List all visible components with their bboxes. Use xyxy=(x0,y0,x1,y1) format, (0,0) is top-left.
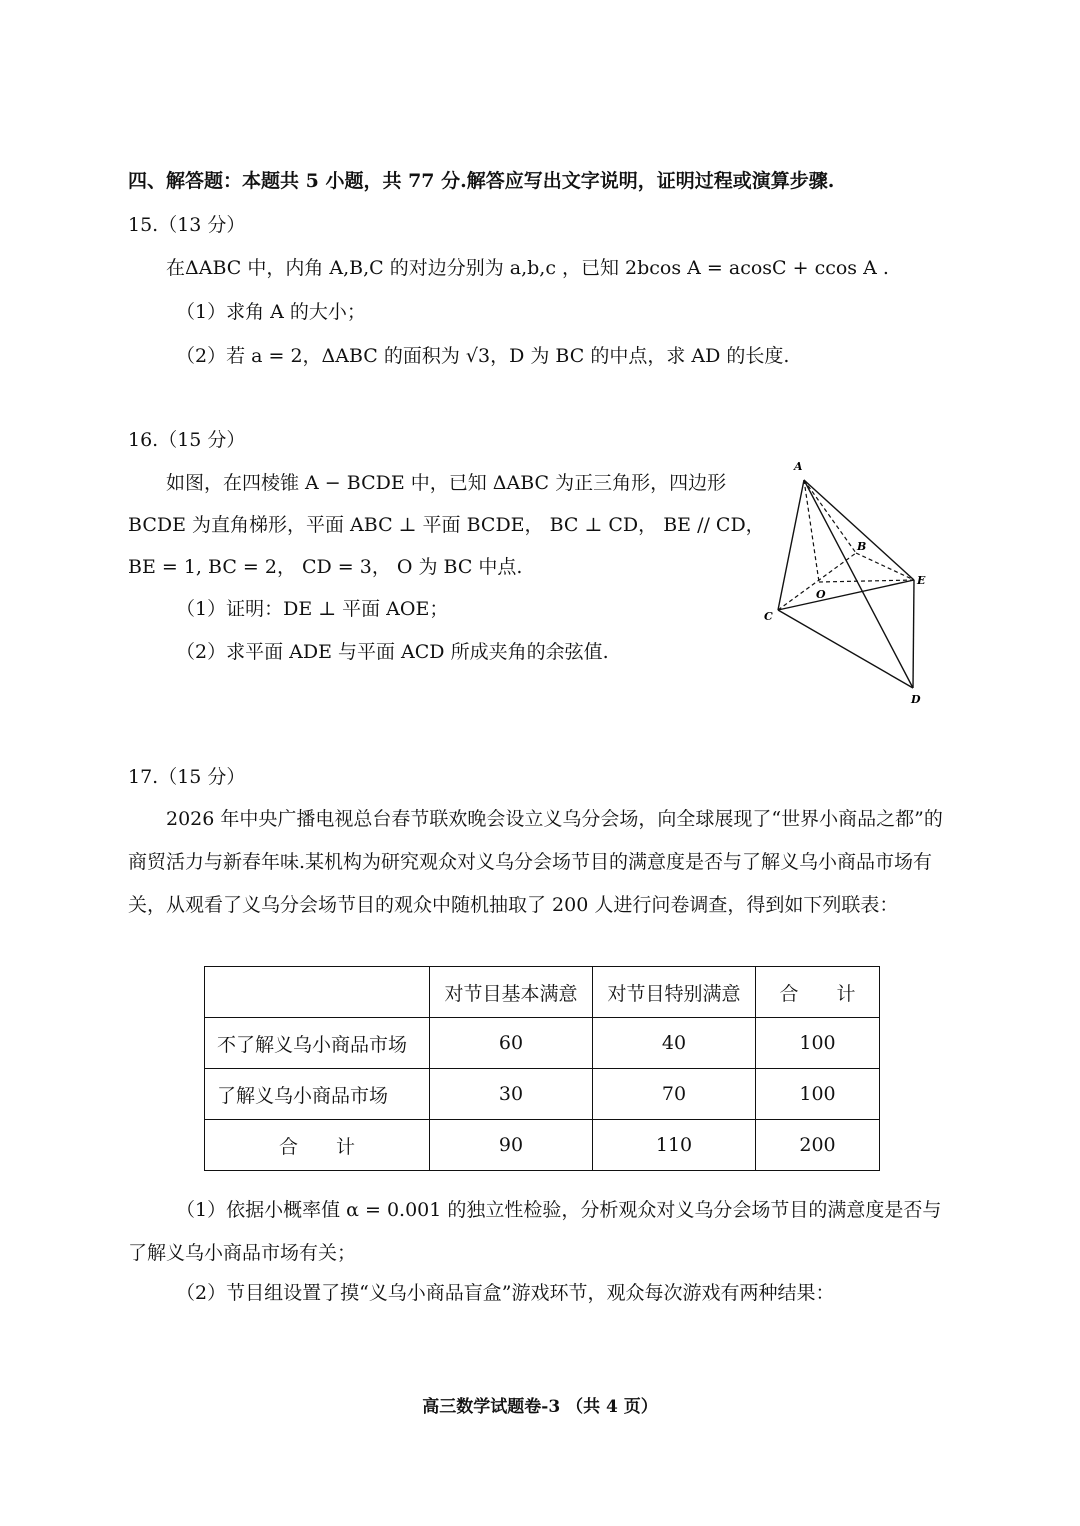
q15-part1: （1）求角 A 的大小； xyxy=(176,301,366,323)
table-cell: 70 xyxy=(593,1069,756,1120)
q17-paragraph: 2026 年中央广播电视总台春节联欢晚会设立义乌分会场，向全球展现了“世界小商品之都”的商贸活力与新春年味.某机构为研究观众对义乌分会场节目的满意度是否与了解义乌小商品市场有关，从观看了义乌分会场节目的观众中随机抽取了 200 人进行问卷调查，得到如下列联表： xyxy=(128,808,943,916)
table-cell: 40 xyxy=(593,1018,756,1069)
table-cell: 60 xyxy=(430,1018,593,1069)
edge-ED xyxy=(913,580,914,688)
contingency-table xyxy=(204,966,880,1171)
pyramid-figure xyxy=(752,452,942,718)
table-cell: 200 xyxy=(756,1120,880,1171)
q16-heading: 16.（15 分） xyxy=(128,429,246,451)
table-row xyxy=(205,1069,880,1120)
edge-AC xyxy=(778,480,804,610)
table-header-row xyxy=(205,967,880,1018)
edge-OE xyxy=(819,580,914,582)
table-cell: 30 xyxy=(430,1069,593,1120)
q16-stem-line1: 如图，在四棱锥 A − BCDE 中，已知 ΔABC 为正三角形，四边形 xyxy=(166,472,727,494)
table-row xyxy=(205,1120,880,1171)
q17-part2: （2）节目组设置了摸“义乌小商品盲盒”游戏环节，观众每次游戏有两种结果： xyxy=(176,1282,835,1304)
q17-part1-line1: （1）依据小概率值 α = 0.001 的独立性检验，分析观众对义乌分会场节目的满意度是否与 xyxy=(176,1199,942,1221)
q16-stem-line2: BCDE 为直角梯形，平面 ABC ⊥ 平面 BCDE， BC ⊥ CD， BE // CD， xyxy=(128,514,765,536)
table-row-header: 合 计 xyxy=(205,1120,430,1171)
q16-stem-line3: BE = 1, BC = 2， CD = 3， O 为 BC 中点. xyxy=(128,556,523,578)
edge-AB xyxy=(804,480,856,553)
vertex-label-E: E xyxy=(917,574,926,587)
table-header-cell xyxy=(205,967,430,1018)
table-header-cell: 合 计 xyxy=(756,967,880,1018)
pyramid-diagram xyxy=(752,452,942,714)
page-footer: 高三数学试题卷-3 （共 4 页） xyxy=(422,1397,658,1417)
vertex-label-B: B xyxy=(857,540,867,553)
q16-part1: （1）证明：DE ⊥ 平面 AOE； xyxy=(176,598,449,620)
vertex-label-A: A xyxy=(794,460,803,473)
vertex-label-C: C xyxy=(764,610,773,623)
vertex-label-O: O xyxy=(816,588,826,601)
table-cell: 110 xyxy=(593,1120,756,1171)
q16-part2: （2）求平面 ADE 与平面 ACD 所成夹角的余弦值. xyxy=(176,641,609,663)
table-row-header: 了解义乌小商品市场 xyxy=(205,1069,430,1120)
q15-part2: （2）若 a = 2，ΔABC 的面积为 √3，D 为 BC 的中点，求 AD 的长度. xyxy=(176,345,790,367)
edge-AE xyxy=(804,480,914,580)
q15-stem: 在ΔABC 中，内角 A,B,C 的对边分别为 a,b,c ，已知 2bcos A = acosC + ccos A . xyxy=(166,257,889,279)
q17-heading: 17.（15 分） xyxy=(128,766,246,788)
q15-heading: 15.（13 分） xyxy=(128,214,246,236)
edge-BE xyxy=(856,553,914,580)
table-cell: 100 xyxy=(756,1018,880,1069)
edge-CE xyxy=(778,580,914,610)
table-header-cell: 对节目特别满意 xyxy=(593,967,756,1018)
vertex-label-D: D xyxy=(911,693,921,706)
section-header: 四、解答题：本题共 5 小题，共 77 分.解答应写出文字说明，证明过程或演算步骤. xyxy=(128,170,835,192)
table-row xyxy=(205,1018,880,1069)
table-header-cell: 对节目基本满意 xyxy=(430,967,593,1018)
table-row-header: 不了解义乌小商品市场 xyxy=(205,1018,430,1069)
table-cell: 100 xyxy=(756,1069,880,1120)
q17-part1-line2: 了解义乌小商品市场有关； xyxy=(128,1242,357,1264)
table-cell: 90 xyxy=(430,1120,593,1171)
